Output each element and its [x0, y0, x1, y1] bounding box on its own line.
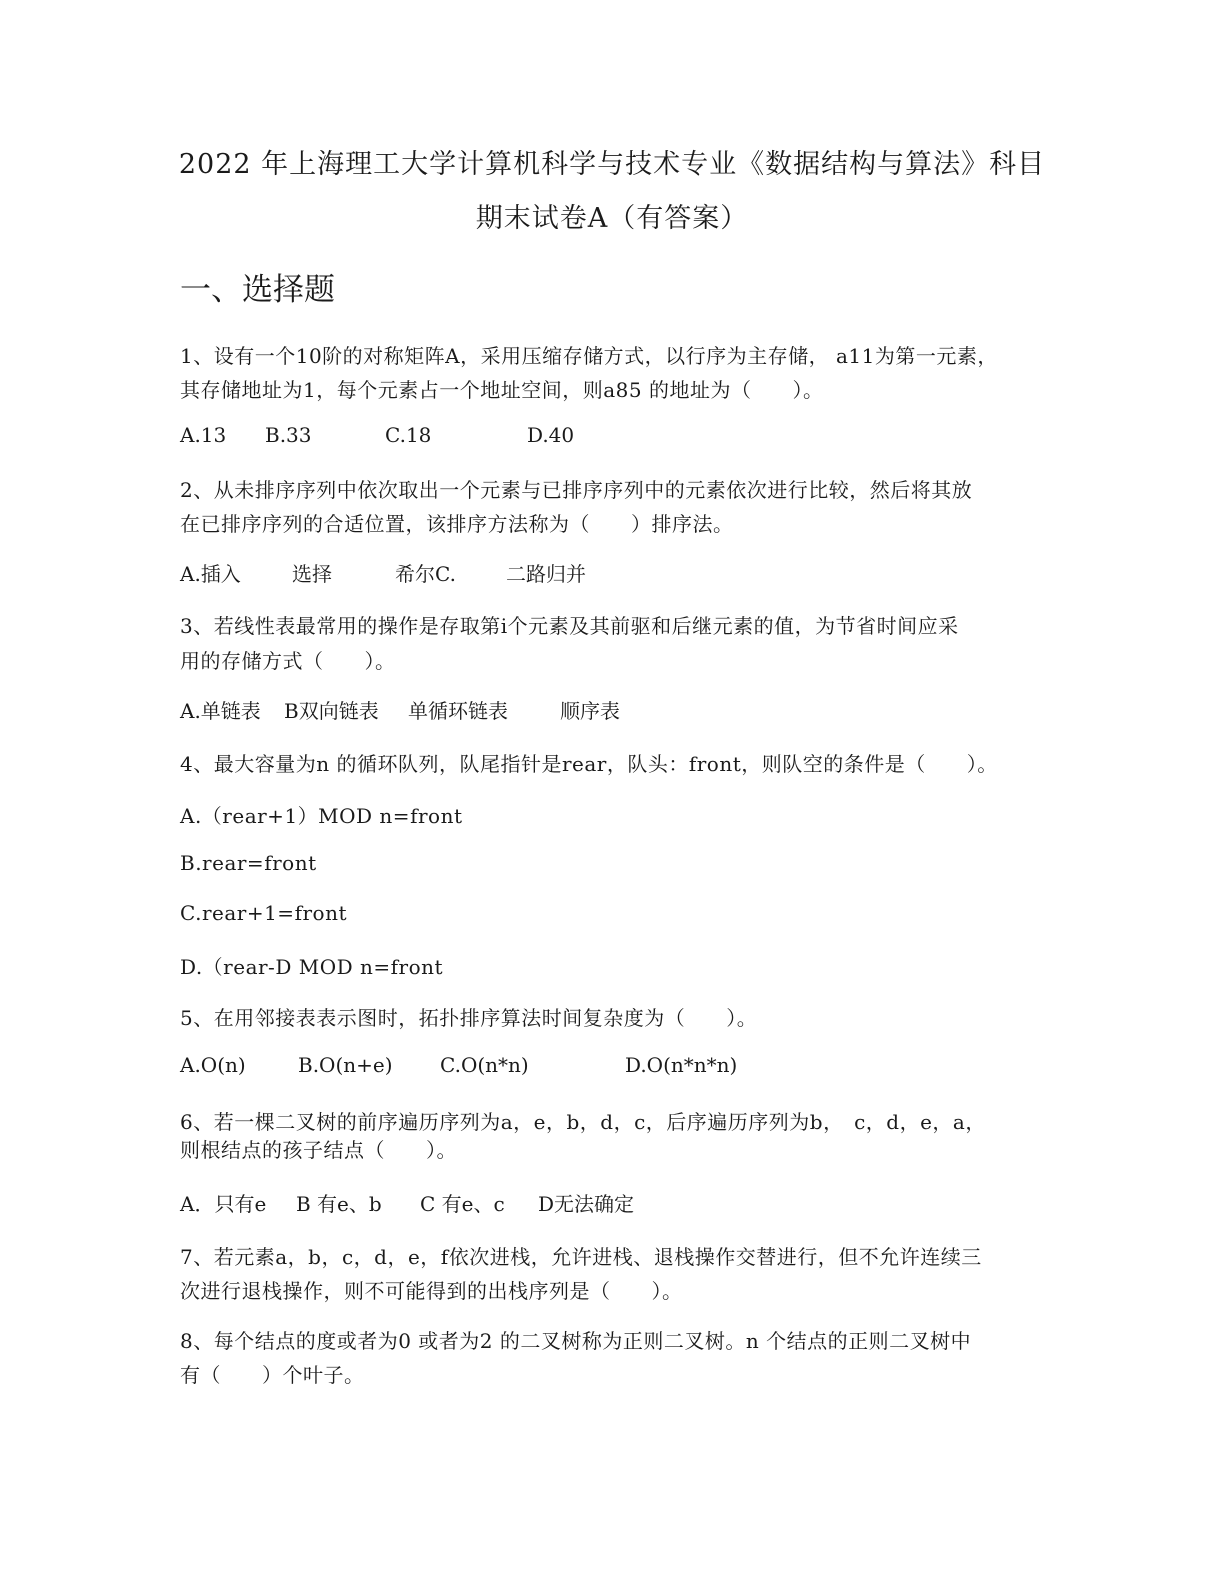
question-6-option-b: B 有e、b: [296, 1192, 382, 1216]
question-5-line-1: 5、在用邻接表表示图时，拓扑排序算法时间复杂度为（ ）。: [180, 1006, 758, 1030]
question-4-option-a: A.（rear+1）MOD n=front: [180, 804, 463, 828]
question-3-option-a: A.单链表: [180, 699, 261, 723]
question-6-option-d: D无法确定: [538, 1192, 635, 1216]
question-6-option-a: A．只有e: [180, 1192, 267, 1216]
question-3-line-1: 3、若线性表最常用的操作是存取第i个元素及其前驱和后继元素的值，为节省时间应采: [180, 614, 959, 638]
question-4-option-c: C.rear+1=front: [180, 901, 347, 925]
question-7-line-1: 7、若元素a，b，c，d，e，f依次进栈，允许进栈、退栈操作交替进行，但不允许连续三: [180, 1245, 982, 1269]
question-5-option-a: A.O(n): [180, 1053, 246, 1077]
question-6-line-1: 6、若一棵二叉树的前序遍历序列为a，e，b，d，c，后序遍历序列为b， c，d，e，a，: [180, 1110, 986, 1134]
question-2-option-a: A.插入: [180, 562, 241, 586]
question-4-line-1: 4、最大容量为n 的循环队列，队尾指针是rear，队头：front，则队空的条件是（ ）。: [180, 752, 998, 776]
question-5-option-d: D.O(n*n*n): [625, 1053, 738, 1077]
question-3-options: [180, 695, 1080, 721]
section-heading-choice: 一、选择题: [180, 272, 335, 308]
document-title-line-2: 期末试卷A（有答案）: [475, 203, 749, 234]
question-6-options: [180, 1188, 1080, 1214]
question-2-options: [180, 558, 1080, 584]
question-8-line-2: 有（ ）个叶子。: [180, 1363, 365, 1387]
question-4-option-d: D.（rear-D MOD n=front: [180, 955, 444, 979]
question-6-line-2: 则根结点的孩子结点（ ）。: [180, 1138, 457, 1162]
question-4-option-b: B.rear=front: [180, 851, 317, 875]
question-2-option-d: 二路归并: [506, 562, 586, 586]
question-7-line-2: 次进行退栈操作，则不可能得到的出栈序列是（ ）。: [180, 1279, 683, 1303]
question-1-option-b: B.33: [265, 423, 312, 447]
question-2-option-b: 选择: [292, 562, 332, 586]
question-6-option-c: C 有e、c: [420, 1192, 505, 1216]
question-1-option-a: A.13: [180, 423, 227, 447]
question-1-line-2: 其存储地址为1，每个元素占一个地址空间，则a85 的地址为（ ）。: [180, 378, 824, 402]
question-3-line-2: 用的存储方式（ ）。: [180, 649, 396, 673]
document-title-line-1: 2022 年上海理工大学计算机科学与技术专业《数据结构与算法》科目: [178, 149, 1046, 180]
question-1-options: [180, 423, 1080, 449]
question-2-line-1: 2、从未排序序列中依次取出一个元素与已排序序列中的元素依次进行比较，然后将其放: [180, 478, 973, 502]
question-1-line-1: 1、设有一个10阶的对称矩阵A，采用压缩存储方式，以行序为主存储， a11为第一元素，: [180, 344, 998, 368]
question-3-option-d: 顺序表: [560, 699, 620, 723]
question-2-option-c: 希尔C.: [395, 562, 456, 586]
question-1-option-c: C.18: [385, 423, 432, 447]
question-1-option-d: D.40: [527, 423, 575, 447]
question-5-option-b: B.O(n+e): [298, 1053, 393, 1077]
question-3-option-b: B双向链表: [284, 699, 379, 723]
question-5-options: [180, 1053, 1080, 1079]
question-5-option-c: C.O(n*n): [440, 1053, 529, 1077]
question-2-line-2: 在已排序序列的合适位置，该排序方法称为（ ）排序法。: [180, 512, 734, 536]
question-3-option-c: 单循环链表: [408, 699, 508, 723]
question-8-line-1: 8、每个结点的度或者为0 或者为2 的二叉树称为正则二叉树。n 个结点的正则二叉树中: [180, 1329, 972, 1353]
